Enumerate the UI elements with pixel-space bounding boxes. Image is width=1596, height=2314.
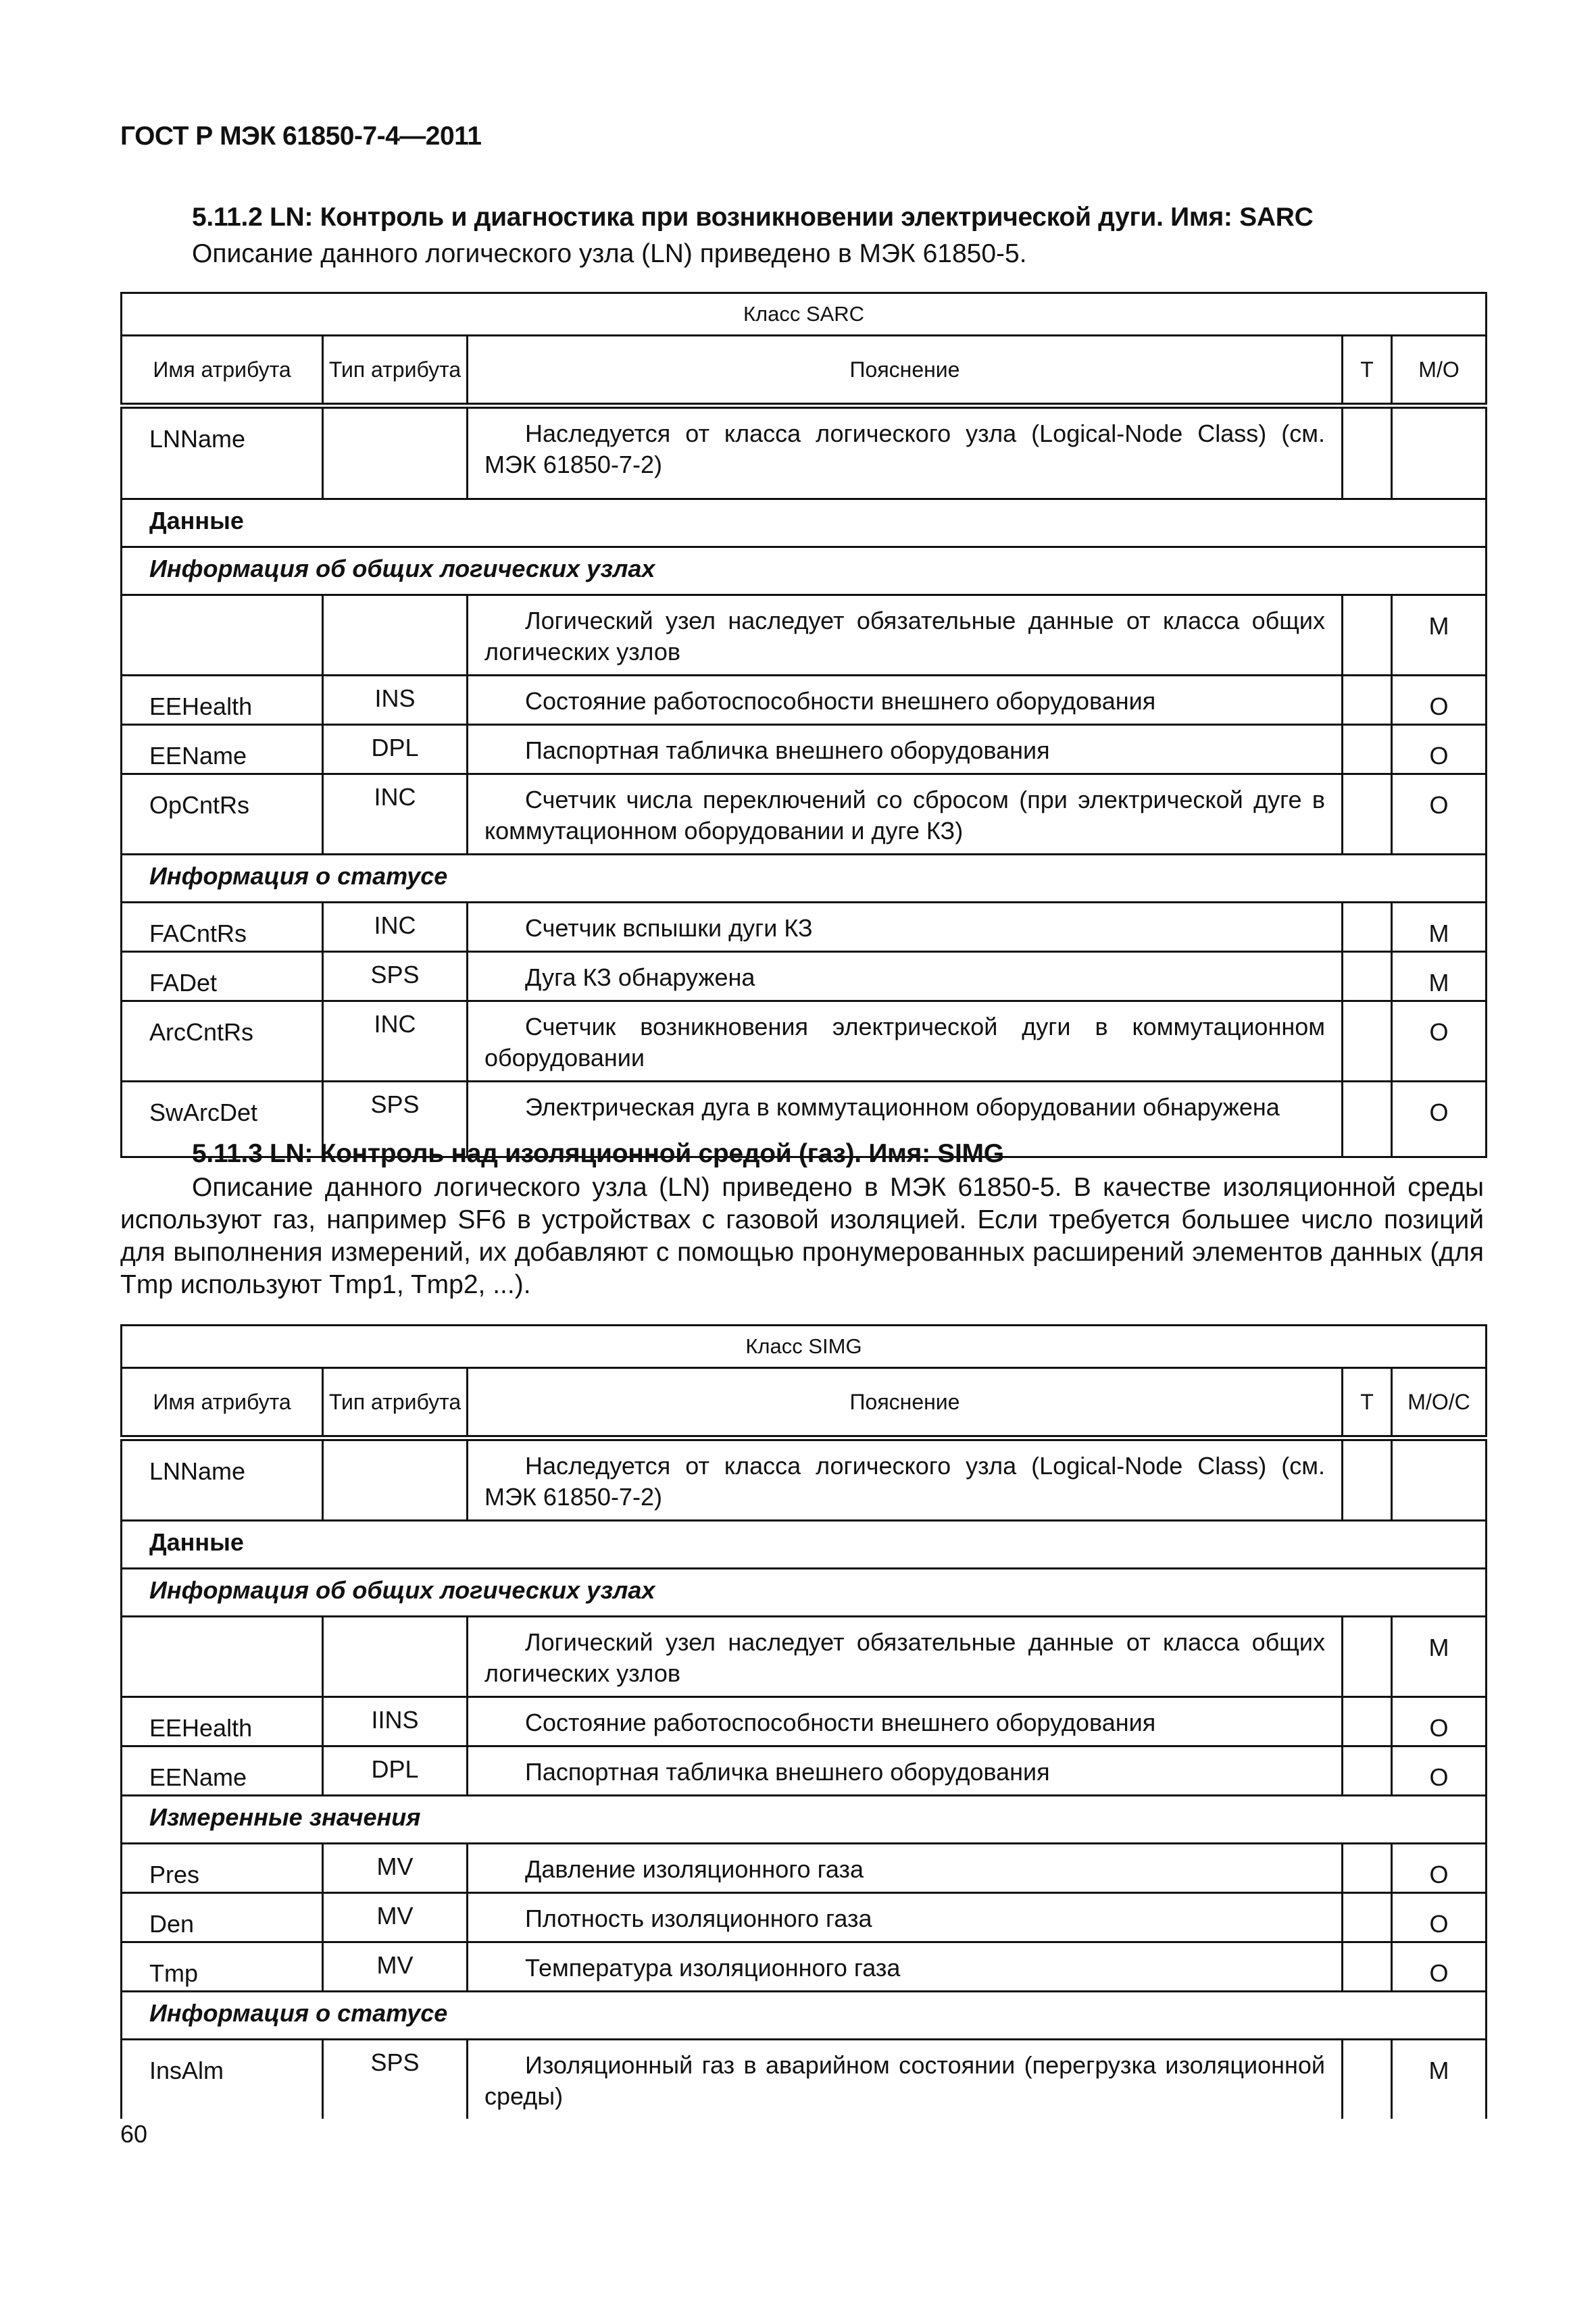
attr-name: EEName [122, 725, 323, 774]
header-explanation: Пояснение [468, 336, 1343, 406]
page-number: 60 [120, 2120, 148, 2148]
table-row [122, 903, 1487, 952]
attr-t [1343, 1942, 1392, 1992]
table-row [122, 952, 1487, 1001]
table-row [122, 595, 1487, 676]
attr-type: INC [323, 774, 468, 855]
attr-t [1343, 1617, 1392, 1697]
header-mo: М/О [1392, 336, 1487, 406]
attr-explanation: Паспортная табличка внешнего оборудования [468, 1746, 1343, 1796]
attr-explanation: Счетчик числа переключений со сбросом (при электрической дуге в коммутационном оборудовании и дуге КЗ) [468, 774, 1343, 855]
attr-explanation: Наследуется от класса логического узла (Logical-Node Class) (см. МЭК 61850-7-2) [468, 406, 1343, 499]
header-explanation: Пояснение [468, 1368, 1343, 1438]
attr-type [323, 1617, 468, 1697]
attr-mo: О [1392, 1746, 1487, 1796]
table-row [122, 1697, 1487, 1746]
attr-mo: О [1392, 1893, 1487, 1942]
attr-t [1343, 1893, 1392, 1942]
attr-name: FADet [122, 952, 323, 1001]
simg-class-table [120, 1324, 1487, 2119]
attr-explanation: Счетчик вспышки дуги КЗ [468, 903, 1343, 952]
attr-type: SPS [323, 952, 468, 1001]
attr-explanation: Наследуется от класса логического узла (Logical-Node Class) (см. МЭК 61850-7-2) [468, 1438, 1343, 1521]
attr-type: INS [323, 676, 468, 725]
section-paragraph-sarc [120, 238, 1484, 270]
attr-t [1343, 725, 1392, 774]
attr-explanation: Состояние работоспособности внешнего оборудования [468, 1697, 1343, 1746]
section-label-data: Данные [122, 1521, 1487, 1569]
attr-explanation: Давление изоляционного газа [468, 1844, 1343, 1893]
attr-t [1343, 1746, 1392, 1796]
class-title: Класс SIMG [122, 1326, 1487, 1368]
attr-explanation: Счетчик возникновения электрической дуги в коммутационном оборудовании [468, 1001, 1343, 1082]
attr-explanation: Паспортная табличка внешнего оборудования [468, 725, 1343, 774]
attr-mo: О [1392, 774, 1487, 855]
attr-name [122, 595, 323, 676]
attr-explanation: Плотность изоляционного газа [468, 1893, 1343, 1942]
section-label-data: Данные [122, 499, 1487, 547]
header-attr-type: Тип атрибута [323, 336, 468, 406]
attr-mo: М [1392, 903, 1487, 952]
table-row [122, 676, 1487, 725]
attr-name: EEHealth [122, 1697, 323, 1746]
attr-mo: О [1392, 1697, 1487, 1746]
attr-explanation: Изоляционный газ в аварийном состоянии (перегрузка изоляционной среды) [468, 2040, 1343, 2119]
table-row [122, 1844, 1487, 1893]
attr-type: DPL [323, 1746, 468, 1796]
attr-explanation: Температура изоляционного газа [468, 1942, 1343, 1992]
class-title: Класс SARC [122, 293, 1487, 336]
attr-name: Den [122, 1893, 323, 1942]
attr-explanation: Логический узел наследует обязательные данные от класса общих логических узлов [468, 595, 1343, 676]
attr-explanation: Дуга КЗ обнаружена [468, 952, 1343, 1001]
header-t: Т [1343, 336, 1392, 406]
sarc-class-table [120, 292, 1487, 1158]
table-row [122, 406, 1487, 499]
attr-name: LNName [122, 406, 323, 499]
header-attr-type: Тип атрибута [323, 1368, 468, 1438]
header-mo: М/О/С [1392, 1368, 1487, 1438]
attr-t [1343, 406, 1392, 499]
table-row [122, 725, 1487, 774]
attr-mo [1392, 1438, 1487, 1521]
attr-type [323, 406, 468, 499]
table-row [122, 2040, 1487, 2119]
attr-type [323, 595, 468, 676]
attr-t [1343, 1844, 1392, 1893]
section-label-common: Информация об общих логических узлах [122, 547, 1487, 595]
attr-mo: М [1392, 1617, 1487, 1697]
attr-mo: О [1392, 725, 1487, 774]
section-label-common: Информация об общих логических узлах [122, 1569, 1487, 1617]
attr-t [1343, 595, 1392, 676]
section-heading-simg: 5.11.3 LN: Контроль над изоляционной средой (газ). Имя: SIMG [192, 1139, 1004, 1168]
attr-mo: М [1392, 2040, 1487, 2119]
attr-type: SPS [323, 1082, 468, 1157]
attr-t [1343, 1001, 1392, 1082]
attr-type: INC [323, 1001, 468, 1082]
attr-t [1343, 903, 1392, 952]
attr-type: MV [323, 1893, 468, 1942]
paragraph-text: Описание данного логического узла (LN) приведено в МЭК 61850-5. [192, 239, 1027, 268]
attr-mo [1392, 406, 1487, 499]
table-row [122, 1893, 1487, 1942]
attr-mo: О [1392, 1844, 1487, 1893]
attr-mo: О [1392, 1082, 1487, 1157]
attr-mo: О [1392, 1942, 1487, 1992]
header-attr-name: Имя атрибута [122, 1368, 323, 1438]
attr-mo: М [1392, 952, 1487, 1001]
paragraph-text: Описание данного логического узла (LN) приведено в МЭК 61850-5. В качестве изоляционной среды используют газ, например SF6 в устройствах с газовой изоляцией. Если требуется большее число позиций для выполнения измерений, их добавляют с помощью пронумерованных расширений элементов данных (для Tmp используют Tmp1, Tmp2, ...). [120, 1173, 1484, 1299]
attr-explanation: Электрическая дуга в коммутационном оборудовании обнаружена [468, 1082, 1343, 1157]
attr-name: Tmp [122, 1942, 323, 1992]
attr-t [1343, 2040, 1392, 2119]
attr-mo: М [1392, 595, 1487, 676]
attr-name: FACntRs [122, 903, 323, 952]
document-code: ГОСТ Р МЭК 61850-7-4—2011 [120, 122, 482, 151]
section-label-status: Информация о статусе [122, 855, 1487, 903]
attr-explanation: Состояние работоспособности внешнего оборудования [468, 676, 1343, 725]
section-paragraph-simg [120, 1172, 1484, 1301]
header-attr-name: Имя атрибута [122, 336, 323, 406]
table-row [122, 1746, 1487, 1796]
attr-type: MV [323, 1942, 468, 1992]
attr-type: INC [323, 903, 468, 952]
table-row [122, 1438, 1487, 1521]
attr-type: IINS [323, 1697, 468, 1746]
attr-t [1343, 1697, 1392, 1746]
table-row [122, 1617, 1487, 1697]
attr-name: InsAlm [122, 2040, 323, 2119]
attr-name: EEHealth [122, 676, 323, 725]
attr-t [1343, 1438, 1392, 1521]
attr-name: EEName [122, 1746, 323, 1796]
attr-type: MV [323, 1844, 468, 1893]
attr-name: ArcCntRs [122, 1001, 323, 1082]
attr-type: DPL [323, 725, 468, 774]
table-row [122, 1001, 1487, 1082]
attr-mo: О [1392, 1001, 1487, 1082]
attr-t [1343, 1082, 1392, 1157]
attr-mo: О [1392, 676, 1487, 725]
attr-name: LNName [122, 1438, 323, 1521]
section-label-measured: Измеренные значения [122, 1796, 1487, 1844]
attr-name: Pres [122, 1844, 323, 1893]
table-row [122, 774, 1487, 855]
attr-name: SwArcDet [122, 1082, 323, 1157]
header-t: Т [1343, 1368, 1392, 1438]
attr-name: OpCntRs [122, 774, 323, 855]
table-row [122, 1942, 1487, 1992]
section-label-status: Информация о статусе [122, 1992, 1487, 2040]
attr-t [1343, 774, 1392, 855]
attr-name [122, 1617, 323, 1697]
attr-t [1343, 676, 1392, 725]
attr-type [323, 1438, 468, 1521]
attr-type: SPS [323, 2040, 468, 2119]
attr-explanation: Логический узел наследует обязательные данные от класса общих логических узлов [468, 1617, 1343, 1697]
section-heading-sarc: 5.11.2 LN: Контроль и диагностика при возникновении электрической дуги. Имя: SARC [192, 203, 1314, 232]
attr-t [1343, 952, 1392, 1001]
